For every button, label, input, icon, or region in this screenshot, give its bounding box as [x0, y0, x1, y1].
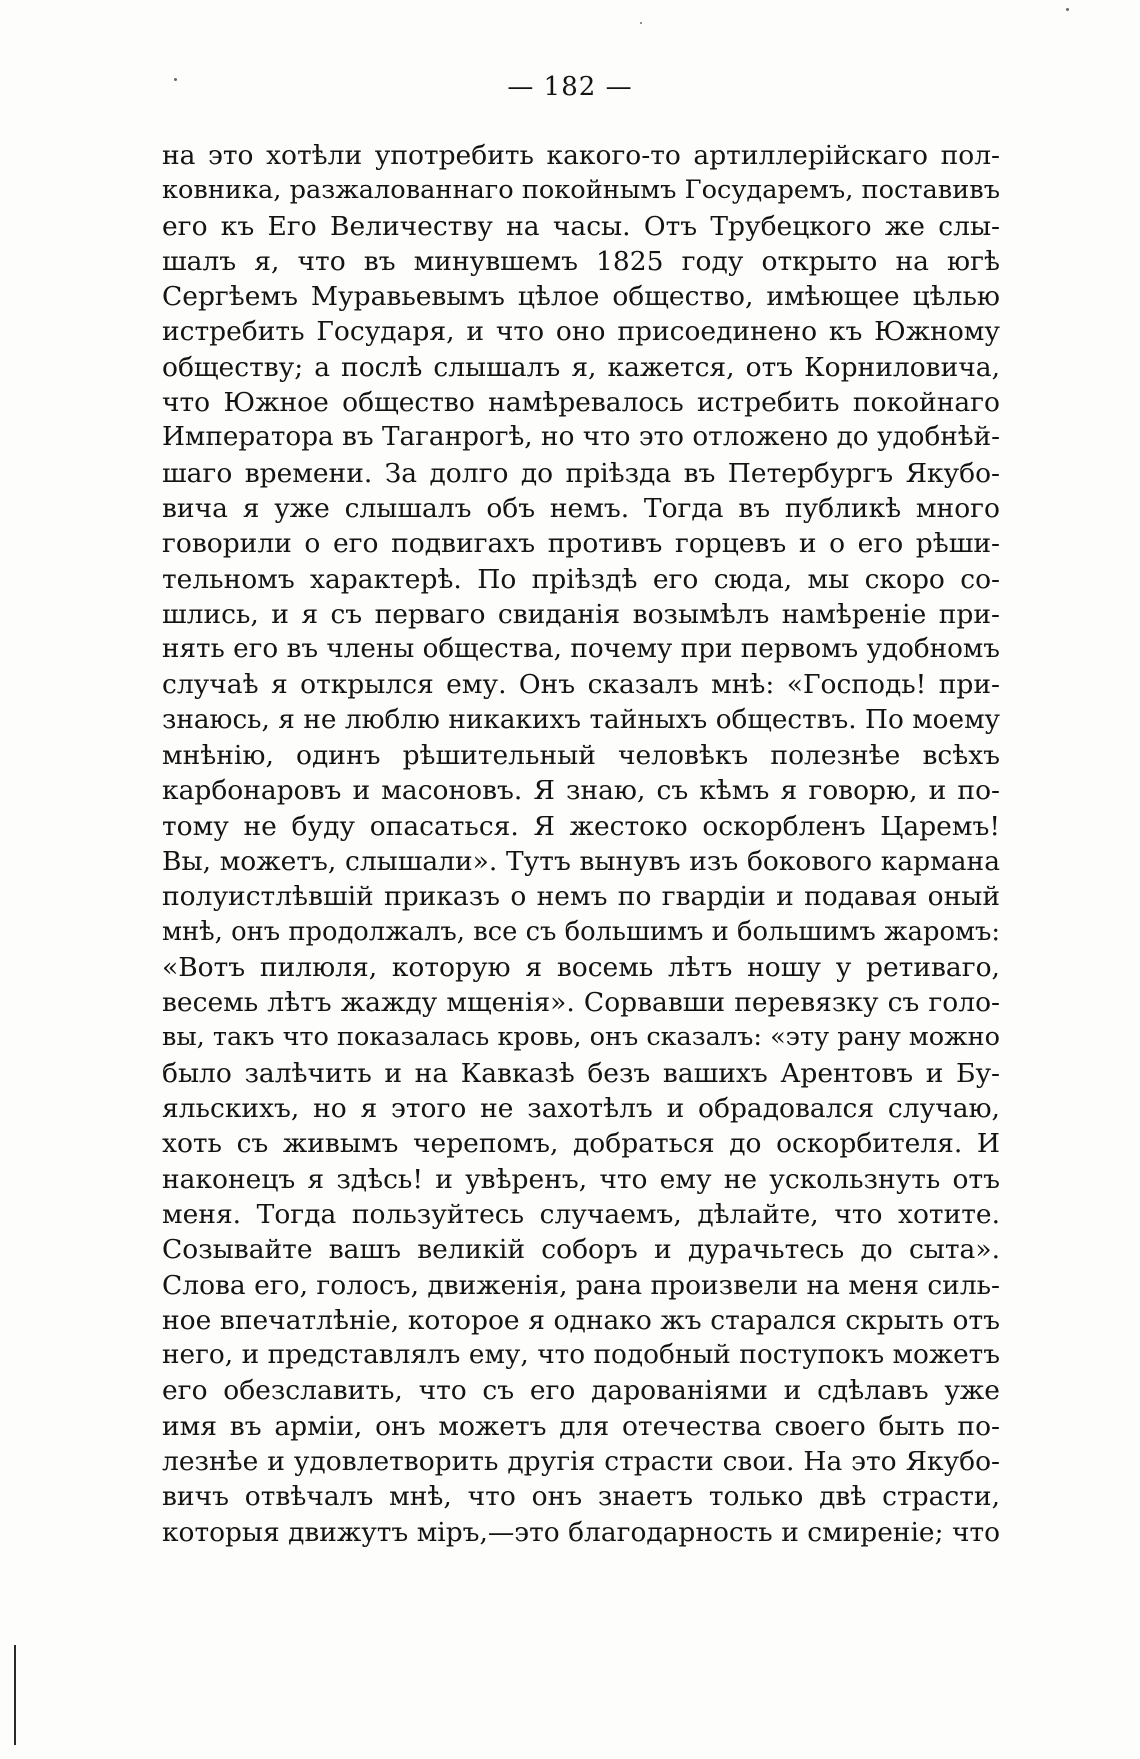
- text-line: мнѣнію, одинъ рѣшительный человѣкъ полезнѣе всѣхъ: [162, 740, 1000, 772]
- text-line: хоть съ живымъ черепомъ, добраться до оскорбителя. И: [162, 1128, 1000, 1160]
- text-line: обществу; а послѣ слышалъ я, кажется, отъ Корниловича,: [162, 351, 1000, 383]
- text-line: вы, такъ что показалась кровь, онъ сказалъ: «эту рану можно: [162, 1022, 1000, 1053]
- text-line: говорили о его подвигахъ противъ горцевъ и о его рѣши-: [162, 528, 1000, 560]
- text-line: шалъ я, что въ минувшемъ 1825 году открыто на югѣ: [162, 245, 1000, 277]
- text-line: тому не буду опасаться. Я жестоко оскорбленъ Царемъ!: [162, 810, 1000, 842]
- scan-speck: [174, 78, 177, 81]
- text-line: что Южное общество намѣревалось истребить покойнаго: [162, 387, 1000, 419]
- text-line: ковника, разжалованнаго покойнымъ Государемъ, поставивъ: [162, 175, 1000, 206]
- text-line: Императора въ Таганрогѣ, но что это отложено до удобнѣй-: [162, 422, 1000, 453]
- text-line: лезнѣе и удовлетворить другія страсти свои. На это Якубо-: [162, 1445, 1000, 1477]
- text-line: мнѣ, онъ продолжалъ, все съ большимъ и большимъ жаромъ:: [162, 916, 1000, 947]
- text-line: имя въ арміи, онъ можетъ для отечества своего быть по-: [162, 1410, 1000, 1442]
- text-line: которыя движутъ міръ,—это благодарность и смиреніе; что: [162, 1516, 1000, 1548]
- text-line: яльскихъ, но я этого не захотѣлъ и обрадовался случаю,: [162, 1093, 1000, 1125]
- text-line: его обезславить, что съ его дарованіями и сдѣлавъ уже: [162, 1375, 1000, 1407]
- text-line: тельномъ характерѣ. По пріѣздѣ его сюда, мы скоро со-: [162, 563, 1000, 595]
- text-line: его къ Его Величеству на часы. Отъ Трубецкого же слы-: [162, 210, 1000, 242]
- page-number: — 182 —: [507, 72, 633, 102]
- text-line: «Вотъ пилюля, которую я восемь лѣтъ ношу у ретиваго,: [162, 951, 1000, 983]
- scan-speck: [640, 22, 642, 24]
- text-line: наконецъ я здѣсь! и увѣренъ, что ему не ускользнуть отъ: [162, 1163, 1000, 1195]
- text-line: Вы, можетъ, слышали». Тутъ вынувъ изъ бокового кармана: [162, 845, 1000, 877]
- text-line: Слова его, голосъ, движенія, рана произвели на меня силь-: [162, 1269, 1000, 1301]
- text-line: случаѣ я открылся ему. Онъ сказалъ мнѣ: «Господь! при-: [162, 669, 1000, 701]
- text-line: нять его въ члены общества, почему при первомъ удобномъ: [162, 634, 1000, 665]
- text-line: карбонаровъ и масоновъ. Я знаю, съ кѣмъ я говорю, и по-: [162, 775, 1000, 807]
- text-line: меня. Тогда пользуйтесь случаемъ, дѣлайте, что хотите.: [162, 1198, 1000, 1230]
- text-line: шлись, и я съ перваго свиданія возымѣлъ намѣреніе при-: [162, 598, 1000, 630]
- text-line: него, и представлялъ ему, что подобный поступокъ можетъ: [162, 1340, 1000, 1371]
- text-line: ное впечатлѣніе, которое я однако жъ старался скрыть отъ: [162, 1304, 1000, 1336]
- text-line: истребить Государя, и что оно присоединено къ Южному: [162, 316, 1000, 348]
- text-line: шаго времени. За долго до пріѣзда въ Петербургъ Якубо-: [162, 457, 1000, 489]
- text-line: знаюсь, я не люблю никакихъ тайныхъ обществъ. По моему: [162, 704, 1000, 735]
- text-line: вичъ отвѣчалъ мнѣ, что онъ знаетъ только двѣ страсти,: [162, 1481, 1000, 1513]
- text-line: Созывайте вашъ великій соборъ и дурачьтесь до сыта».: [162, 1234, 1000, 1266]
- scan-speck: [1066, 8, 1069, 11]
- text-line: Сергѣемъ Муравьевымъ цѣлое общество, имѣющее цѣлью: [162, 281, 1000, 313]
- text-line: вича я уже слышалъ объ немъ. Тогда въ публикѣ много: [162, 492, 1000, 524]
- text-line: весемь лѣтъ жажду мщенія». Сорвавши перевязку съ голо-: [162, 987, 1000, 1019]
- text-line: полуистлѣвшій приказъ о немъ по гвардіи и подавая оный: [162, 881, 1000, 913]
- body-text: [162, 138, 1000, 1550]
- text-line: на это хотѣли употребить какого-то артиллерійскаго пол-: [162, 140, 1000, 171]
- scan-margin-mark: [14, 1645, 16, 1745]
- text-line: было залѣчить и на Кавказѣ безъ вашихъ Арентовъ и Бу-: [162, 1057, 1000, 1089]
